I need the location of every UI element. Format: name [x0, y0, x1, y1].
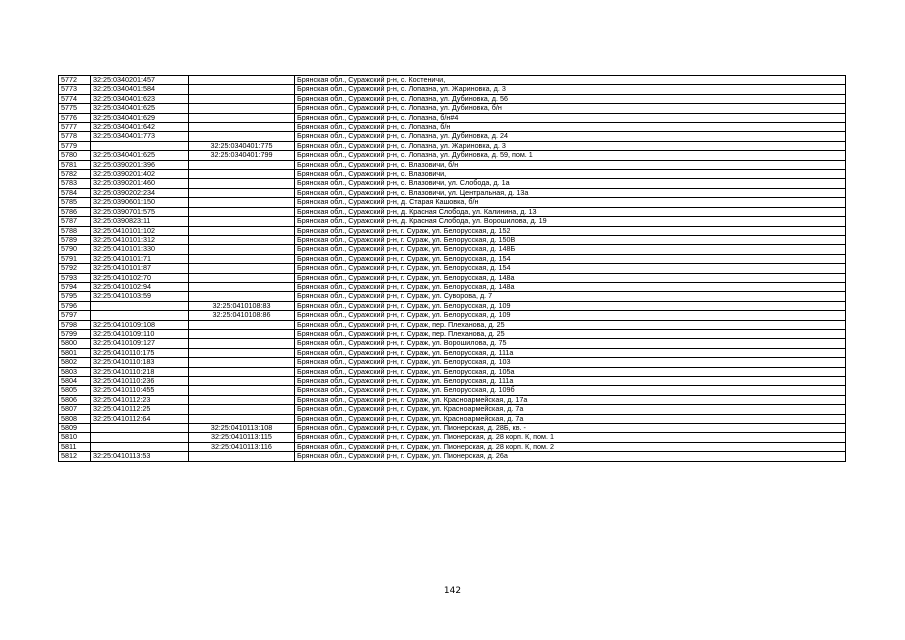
- parent-cadastral-number-cell: [189, 273, 295, 282]
- cadastral-number-cell: [91, 311, 189, 320]
- address-cell: Брянская обл., Суражский р-н, с. Лопазна, б/н#4: [295, 113, 846, 122]
- parent-cadastral-number-cell: [189, 245, 295, 254]
- table-row: [59, 358, 846, 367]
- row-number-cell: 5809: [59, 424, 91, 433]
- row-number-cell: 5808: [59, 414, 91, 423]
- cadastral-number-cell: 32:25:0390201:396: [91, 160, 189, 169]
- address-cell: Брянская обл., Суражский р-н, г. Сураж, ул. Белорусская, д. 154: [295, 254, 846, 263]
- parent-cadastral-number-cell: [189, 235, 295, 244]
- cadastral-number-cell: [91, 301, 189, 310]
- address-cell: Брянская обл., Суражский р-н, г. Сураж, ул. Суворова, д. 7: [295, 292, 846, 301]
- cadastral-number-cell: 32:25:0410109:127: [91, 339, 189, 348]
- parent-cadastral-number-cell: [189, 367, 295, 376]
- address-cell: Брянская обл., Суражский р-н, г. Сураж, пер. Плеханова, д. 25: [295, 320, 846, 329]
- cadastral-number-cell: [91, 141, 189, 150]
- row-number-cell: 5774: [59, 94, 91, 103]
- table-row: [59, 85, 846, 94]
- cadastral-number-cell: 32:25:0410102:94: [91, 282, 189, 291]
- address-cell: Брянская обл., Суражский р-н, с. Лопазна, б/н: [295, 123, 846, 132]
- row-number-cell: 5776: [59, 113, 91, 122]
- address-cell: Брянская обл., Суражский р-н, с. Влазовичи, ул. Центральная, д. 13а: [295, 188, 846, 197]
- row-number-cell: 5805: [59, 386, 91, 395]
- table-row: [59, 395, 846, 404]
- table-row: [59, 301, 846, 310]
- parent-cadastral-number-cell: 32:25:0410113:116: [189, 442, 295, 451]
- address-cell: Брянская обл., Суражский р-н, г. Сураж, ул. Белорусская, д. 105а: [295, 367, 846, 376]
- row-number-cell: 5798: [59, 320, 91, 329]
- row-number-cell: 5777: [59, 123, 91, 132]
- parent-cadastral-number-cell: [189, 348, 295, 357]
- address-cell: Брянская обл., Суражский р-н, г. Сураж, ул. Белорусская, д. 148а: [295, 273, 846, 282]
- table-row: [59, 433, 846, 442]
- address-cell: Брянская обл., Суражский р-н, с. Влазовичи, ул. Слобода, д. 1а: [295, 179, 846, 188]
- cadastral-number-cell: 32:25:0410101:312: [91, 235, 189, 244]
- address-cell: Брянская обл., Суражский р-н, с. Лопазна, ул. Дубиновка, д. 24: [295, 132, 846, 141]
- parent-cadastral-number-cell: [189, 320, 295, 329]
- row-number-cell: 5790: [59, 245, 91, 254]
- address-cell: Брянская обл., Суражский р-н, г. Сураж, ул. Пионерская, д. 28 корп. К, пом. 1: [295, 433, 846, 442]
- address-cell: Брянская обл., Суражский р-н, г. Сураж, ул. Белорусская, д. 111а: [295, 348, 846, 357]
- row-number-cell: 5791: [59, 254, 91, 263]
- table-row: [59, 424, 846, 433]
- parent-cadastral-number-cell: [189, 217, 295, 226]
- parent-cadastral-number-cell: [189, 339, 295, 348]
- table-body: [59, 76, 846, 462]
- address-cell: Брянская обл., Суражский р-н, г. Сураж, пер. Плеханова, д. 25: [295, 329, 846, 338]
- parent-cadastral-number-cell: [189, 226, 295, 235]
- row-number-cell: 5796: [59, 301, 91, 310]
- address-cell: Брянская обл., Суражский р-н, с. Лопазна, ул. Жариновка, д. 3: [295, 141, 846, 150]
- table-row: [59, 123, 846, 132]
- parent-cadastral-number-cell: [189, 113, 295, 122]
- table-row: [59, 141, 846, 150]
- table-row: [59, 226, 846, 235]
- table-row: [59, 104, 846, 113]
- parent-cadastral-number-cell: [189, 414, 295, 423]
- cadastral-number-cell: 32:25:0340401:629: [91, 113, 189, 122]
- row-number-cell: 5782: [59, 170, 91, 179]
- table-row: [59, 170, 846, 179]
- address-cell: Брянская обл., Суражский р-н, д. Красная Слобода, ул. Ворошилова, д. 19: [295, 217, 846, 226]
- row-number-cell: 5788: [59, 226, 91, 235]
- table-row: [59, 282, 846, 291]
- parent-cadastral-number-cell: 32:25:0410113:115: [189, 433, 295, 442]
- table-row: [59, 405, 846, 414]
- cadastral-number-cell: 32:25:0340401:625: [91, 104, 189, 113]
- row-number-cell: 5775: [59, 104, 91, 113]
- cadastral-number-cell: [91, 424, 189, 433]
- parent-cadastral-number-cell: 32:25:0340401:799: [189, 151, 295, 160]
- cadastral-number-cell: 32:25:0390202:234: [91, 188, 189, 197]
- cadastral-number-cell: 32:25:0340401:625: [91, 151, 189, 160]
- table-row: [59, 94, 846, 103]
- address-cell: Брянская обл., Суражский р-н, с. Лопазна, ул. Дубиновка, б/н: [295, 104, 846, 113]
- table-row: [59, 76, 846, 85]
- table-row: [59, 245, 846, 254]
- cadastral-number-cell: [91, 433, 189, 442]
- cadastral-number-cell: 32:25:0410112:64: [91, 414, 189, 423]
- row-number-cell: 5793: [59, 273, 91, 282]
- table-row: [59, 320, 846, 329]
- table-row: [59, 235, 846, 244]
- parent-cadastral-number-cell: 32:25:0410108:83: [189, 301, 295, 310]
- address-cell: Брянская обл., Суражский р-н, г. Сураж, ул. Белорусская, д. 154: [295, 264, 846, 273]
- table-row: [59, 160, 846, 169]
- row-number-cell: 5803: [59, 367, 91, 376]
- address-cell: Брянская обл., Суражский р-н, г. Сураж, ул. Белорусская, д. 109: [295, 301, 846, 310]
- table-row: [59, 113, 846, 122]
- address-cell: Брянская обл., Суражский р-н, г. Сураж, ул. Белорусская, д. 148Б: [295, 245, 846, 254]
- table-row: [59, 311, 846, 320]
- address-cell: Брянская обл., Суражский р-н, г. Сураж, ул. Красноармейская, д. 7а: [295, 405, 846, 414]
- table-row: [59, 264, 846, 273]
- row-number-cell: 5772: [59, 76, 91, 85]
- row-number-cell: 5778: [59, 132, 91, 141]
- table-row: [59, 452, 846, 461]
- address-cell: Брянская обл., Суражский р-н, г. Сураж, ул. Красноармейская, д. 17а: [295, 395, 846, 404]
- cadastral-number-cell: 32:25:0410112:25: [91, 405, 189, 414]
- parent-cadastral-number-cell: [189, 123, 295, 132]
- parent-cadastral-number-cell: [189, 386, 295, 395]
- property-register-table: [58, 75, 846, 462]
- table-row: [59, 198, 846, 207]
- table-row: [59, 367, 846, 376]
- table-row: [59, 386, 846, 395]
- table-row: [59, 348, 846, 357]
- table-row: [59, 132, 846, 141]
- parent-cadastral-number-cell: [189, 405, 295, 414]
- parent-cadastral-number-cell: [189, 329, 295, 338]
- row-number-cell: 5806: [59, 395, 91, 404]
- address-cell: Брянская обл., Суражский р-н, с. Лопазна, ул. Дубиновка, д. 59, пом. 1: [295, 151, 846, 160]
- table-row: [59, 188, 846, 197]
- row-number-cell: 5799: [59, 329, 91, 338]
- cadastral-number-cell: 32:25:0410110:236: [91, 377, 189, 386]
- parent-cadastral-number-cell: [189, 85, 295, 94]
- table-row: [59, 179, 846, 188]
- cadastral-number-cell: 32:25:0410110:455: [91, 386, 189, 395]
- table-row: [59, 151, 846, 160]
- parent-cadastral-number-cell: [189, 207, 295, 216]
- table-row: [59, 442, 846, 451]
- cadastral-number-cell: 32:25:0340401:773: [91, 132, 189, 141]
- address-cell: Брянская обл., Суражский р-н, г. Сураж, ул. Пионерская, д. 26а: [295, 452, 846, 461]
- row-number-cell: 5792: [59, 264, 91, 273]
- parent-cadastral-number-cell: [189, 395, 295, 404]
- cadastral-number-cell: 32:25:0410103:59: [91, 292, 189, 301]
- row-number-cell: 5784: [59, 188, 91, 197]
- table-row: [59, 329, 846, 338]
- parent-cadastral-number-cell: [189, 452, 295, 461]
- row-number-cell: 5811: [59, 442, 91, 451]
- row-number-cell: 5786: [59, 207, 91, 216]
- table-row: [59, 207, 846, 216]
- address-cell: Брянская обл., Суражский р-н, г. Сураж, ул. Белорусская, д. 150В: [295, 235, 846, 244]
- cadastral-number-cell: 32:25:0390601:150: [91, 198, 189, 207]
- cadastral-number-cell: 32:25:0390823:11: [91, 217, 189, 226]
- cadastral-number-cell: 32:25:0410101:102: [91, 226, 189, 235]
- address-cell: Брянская обл., Суражский р-н, с. Костеничи,: [295, 76, 846, 85]
- cadastral-number-cell: 32:25:0410101:87: [91, 264, 189, 273]
- table-row: [59, 254, 846, 263]
- row-number-cell: 5773: [59, 85, 91, 94]
- cadastral-number-cell: 32:25:0390201:460: [91, 179, 189, 188]
- parent-cadastral-number-cell: 32:25:0410113:108: [189, 424, 295, 433]
- row-number-cell: 5802: [59, 358, 91, 367]
- parent-cadastral-number-cell: [189, 104, 295, 113]
- cadastral-number-cell: 32:25:0410101:71: [91, 254, 189, 263]
- table-row: [59, 217, 846, 226]
- parent-cadastral-number-cell: [189, 94, 295, 103]
- parent-cadastral-number-cell: 32:25:0340401:775: [189, 141, 295, 150]
- row-number-cell: 5812: [59, 452, 91, 461]
- parent-cadastral-number-cell: [189, 132, 295, 141]
- address-cell: Брянская обл., Суражский р-н, с. Лопазна, ул. Дубиновка, д. 56: [295, 94, 846, 103]
- cadastral-number-cell: 32:25:0390701:575: [91, 207, 189, 216]
- address-cell: Брянская обл., Суражский р-н, г. Сураж, ул. Ворошилова, д. 75: [295, 339, 846, 348]
- cadastral-number-cell: 32:25:0410112:23: [91, 395, 189, 404]
- parent-cadastral-number-cell: [189, 377, 295, 386]
- table-row: [59, 292, 846, 301]
- row-number-cell: 5781: [59, 160, 91, 169]
- cadastral-number-cell: 32:25:0340401:584: [91, 85, 189, 94]
- cadastral-number-cell: 32:25:0340201:457: [91, 76, 189, 85]
- row-number-cell: 5794: [59, 282, 91, 291]
- address-cell: Брянская обл., Суражский р-н, г. Сураж, ул. Белорусская, д. 152: [295, 226, 846, 235]
- table-row: [59, 273, 846, 282]
- address-cell: Брянская обл., Суражский р-н, г. Сураж, ул. Белорусская, д. 109б: [295, 386, 846, 395]
- row-number-cell: 5780: [59, 151, 91, 160]
- parent-cadastral-number-cell: [189, 198, 295, 207]
- parent-cadastral-number-cell: [189, 254, 295, 263]
- cadastral-number-cell: 32:25:0410109:108: [91, 320, 189, 329]
- row-number-cell: 5785: [59, 198, 91, 207]
- parent-cadastral-number-cell: 32:25:0410108:86: [189, 311, 295, 320]
- address-cell: Брянская обл., Суражский р-н, д. Красная Слобода, ул. Калинина, д. 13: [295, 207, 846, 216]
- address-cell: Брянская обл., Суражский р-н, г. Сураж, ул. Белорусская, д. 111а: [295, 377, 846, 386]
- address-cell: Брянская обл., Суражский р-н, г. Сураж, ул. Красноармейская, д. 7а: [295, 414, 846, 423]
- cadastral-number-cell: 32:25:0340401:642: [91, 123, 189, 132]
- row-number-cell: 5787: [59, 217, 91, 226]
- cadastral-number-cell: 32:25:0410109:110: [91, 329, 189, 338]
- cadastral-number-cell: 32:25:0390201:402: [91, 170, 189, 179]
- table-row: [59, 339, 846, 348]
- cadastral-number-cell: 32:25:0410102:70: [91, 273, 189, 282]
- row-number-cell: 5801: [59, 348, 91, 357]
- table-row: [59, 377, 846, 386]
- cadastral-number-cell: 32:25:0410110:183: [91, 358, 189, 367]
- parent-cadastral-number-cell: [189, 170, 295, 179]
- row-number-cell: 5795: [59, 292, 91, 301]
- parent-cadastral-number-cell: [189, 358, 295, 367]
- parent-cadastral-number-cell: [189, 160, 295, 169]
- row-number-cell: 5789: [59, 235, 91, 244]
- address-cell: Брянская обл., Суражский р-н, г. Сураж, ул. Белорусская, д. 109: [295, 311, 846, 320]
- address-cell: Брянская обл., Суражский р-н, г. Сураж, ул. Белорусская, д. 103: [295, 358, 846, 367]
- address-cell: Брянская обл., Суражский р-н, с. Влазовичи,: [295, 170, 846, 179]
- address-cell: Брянская обл., Суражский р-н, с. Влазовичи, б/н: [295, 160, 846, 169]
- row-number-cell: 5779: [59, 141, 91, 150]
- parent-cadastral-number-cell: [189, 188, 295, 197]
- parent-cadastral-number-cell: [189, 264, 295, 273]
- cadastral-number-cell: [91, 442, 189, 451]
- row-number-cell: 5797: [59, 311, 91, 320]
- cadastral-number-cell: 32:25:0410113:53: [91, 452, 189, 461]
- table-row: [59, 414, 846, 423]
- parent-cadastral-number-cell: [189, 282, 295, 291]
- parent-cadastral-number-cell: [189, 76, 295, 85]
- address-cell: Брянская обл., Суражский р-н, г. Сураж, ул. Пионерская, д. 28 корп. К, пом. 2: [295, 442, 846, 451]
- address-cell: Брянская обл., Суражский р-н, д. Старая Кашовка, б/н: [295, 198, 846, 207]
- cadastral-number-cell: 32:25:0410101:330: [91, 245, 189, 254]
- cadastral-number-cell: 32:25:0340401:623: [91, 94, 189, 103]
- address-cell: Брянская обл., Суражский р-н, с. Лопазна, ул. Жариновка, д. 3: [295, 85, 846, 94]
- cadastral-number-cell: 32:25:0410110:218: [91, 367, 189, 376]
- cadastral-number-cell: 32:25:0410110:175: [91, 348, 189, 357]
- address-cell: Брянская обл., Суражский р-н, г. Сураж, ул. Пионерская, д. 28Б, кв. -: [295, 424, 846, 433]
- row-number-cell: 5800: [59, 339, 91, 348]
- row-number-cell: 5810: [59, 433, 91, 442]
- address-cell: Брянская обл., Суражский р-н, г. Сураж, ул. Белорусская, д. 148а: [295, 282, 846, 291]
- row-number-cell: 5807: [59, 405, 91, 414]
- page-number: 142: [443, 586, 462, 596]
- parent-cadastral-number-cell: [189, 292, 295, 301]
- parent-cadastral-number-cell: [189, 179, 295, 188]
- row-number-cell: 5804: [59, 377, 91, 386]
- row-number-cell: 5783: [59, 179, 91, 188]
